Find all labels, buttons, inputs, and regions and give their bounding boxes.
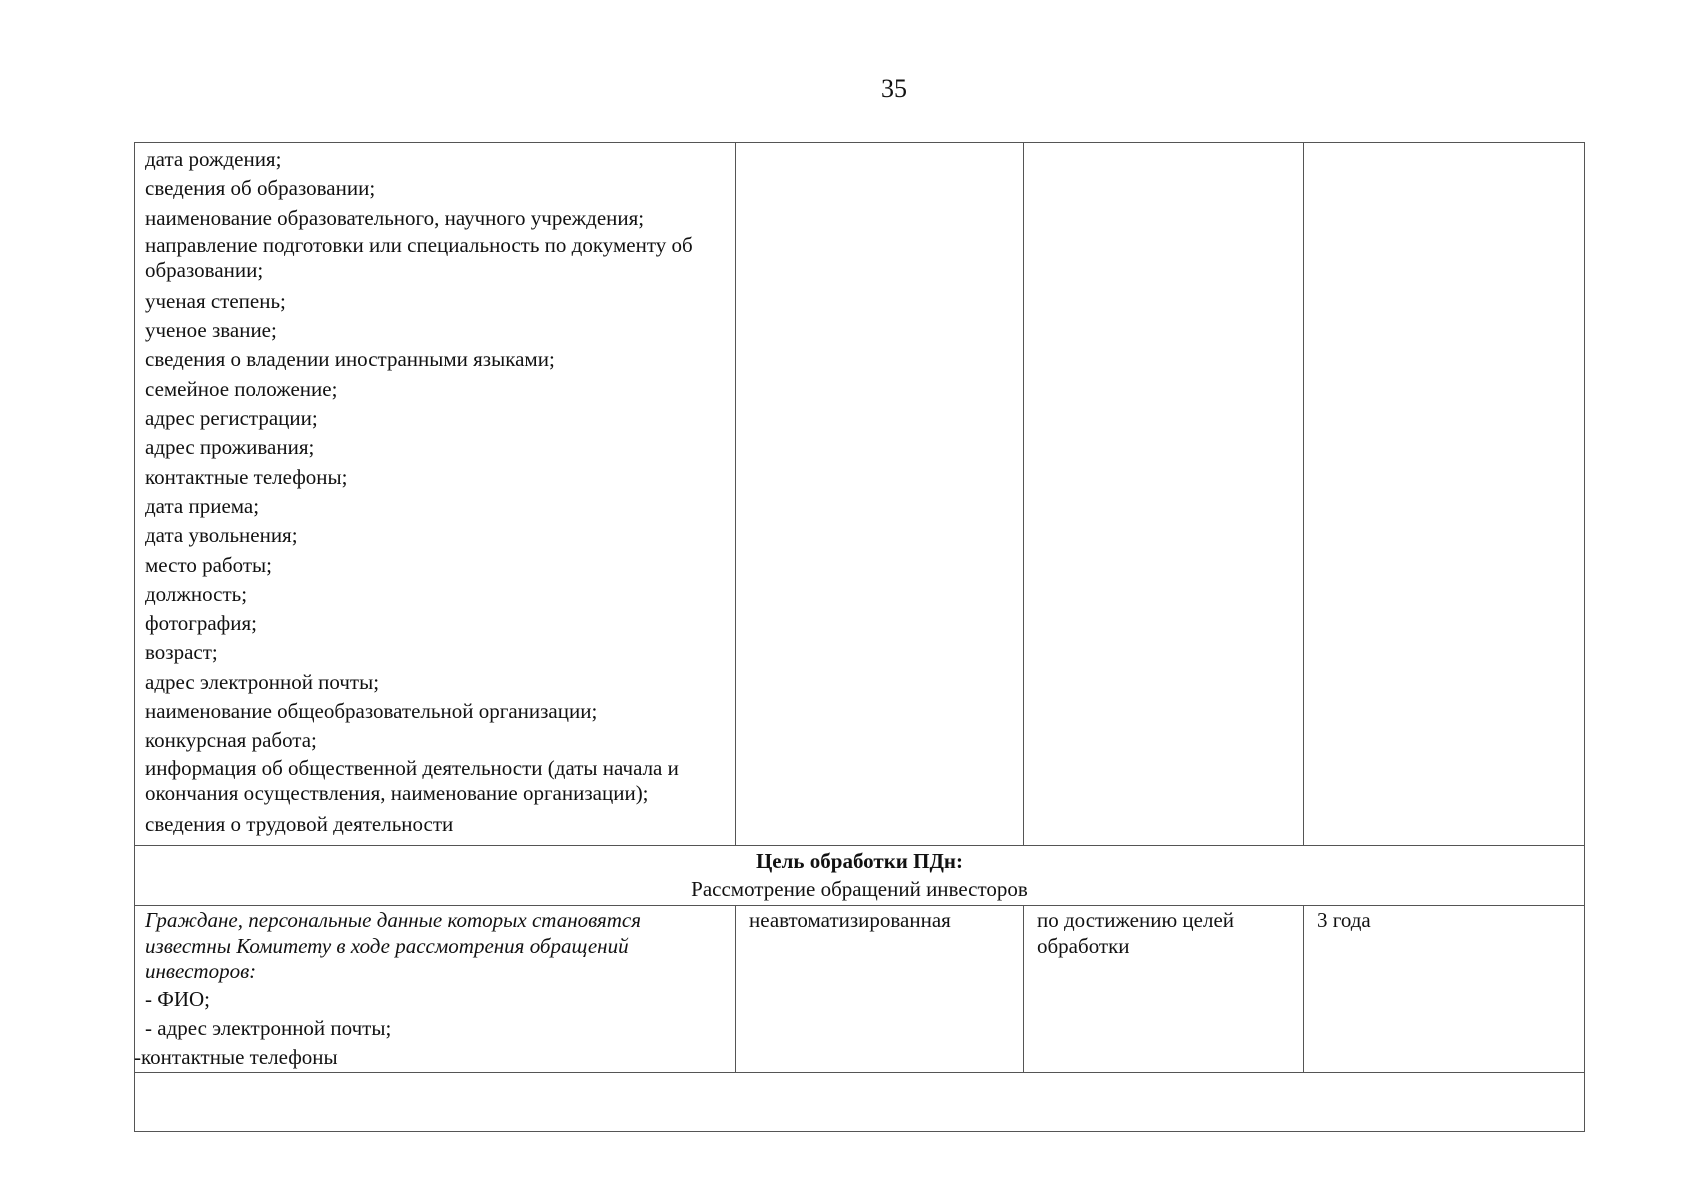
table-row bbox=[135, 143, 1585, 846]
list-item: дата увольнения; bbox=[145, 523, 298, 548]
list-item: контактные телефоны; bbox=[145, 464, 348, 489]
purpose-title: Цель обработки ПДн: bbox=[755, 849, 964, 873]
list-item: наименование общеобразовательной организации; bbox=[145, 699, 598, 724]
list-item: -контактные телефоны bbox=[134, 1044, 338, 1069]
list-item: наименование образовательного, научного учреждения; bbox=[145, 205, 645, 230]
list-item: должность; bbox=[145, 581, 248, 606]
purpose-row bbox=[135, 846, 1585, 906]
data-subjects-cell bbox=[135, 906, 736, 1073]
list-item: ученое звание; bbox=[145, 318, 277, 343]
list-item: сведения о трудовой деятельности bbox=[145, 811, 454, 836]
list-item: сведения об образовании; bbox=[145, 176, 376, 201]
list-item: конкурсная работа; bbox=[145, 728, 317, 753]
list-item: информация об общественной деятельности (даты начала и окончания осуществления, наименование организации); bbox=[145, 755, 679, 805]
empty-row bbox=[135, 1072, 1585, 1131]
list-item: место работы; bbox=[145, 552, 272, 577]
list-item: сведения о владении иностранными языками; bbox=[145, 347, 555, 372]
empty-cell bbox=[736, 143, 1024, 846]
personal-data-list-cell bbox=[135, 143, 736, 846]
list-item: ученая степень; bbox=[145, 288, 286, 313]
purpose-cell bbox=[135, 846, 1585, 906]
list-item: адрес регистрации; bbox=[145, 406, 318, 431]
retention-condition-cell: по достижению целей обработки bbox=[1024, 906, 1304, 1073]
list-item: возраст; bbox=[145, 640, 218, 665]
table-row bbox=[135, 906, 1585, 1073]
empty-cell bbox=[1024, 143, 1304, 846]
list-item: дата приема; bbox=[145, 493, 260, 518]
list-item: - ФИО; bbox=[145, 986, 210, 1011]
processing-method-cell: неавтоматизированная bbox=[736, 906, 1024, 1073]
empty-cell bbox=[135, 1072, 1585, 1131]
list-item: семейное положение; bbox=[145, 376, 338, 401]
list-item: - адрес электронной почты; bbox=[145, 1015, 392, 1040]
subjects-intro: Граждане, персональные данные которых становятся известны Комитету в ходе рассмотрения обращений инвесторов: bbox=[145, 908, 641, 983]
empty-cell bbox=[1304, 143, 1585, 846]
list-item: направление подготовки или специальность по документу об образовании; bbox=[145, 232, 693, 282]
list-item: адрес проживания; bbox=[145, 435, 315, 460]
page-number: 35 bbox=[881, 74, 907, 103]
list-item: адрес электронной почты; bbox=[145, 669, 380, 694]
list-item: фотография; bbox=[145, 611, 258, 636]
retention-period-cell: 3 года bbox=[1304, 906, 1585, 1073]
list-item: дата рождения; bbox=[145, 147, 282, 171]
purpose-text: Рассмотрение обращений инвесторов bbox=[691, 877, 1028, 901]
personal-data-table bbox=[134, 142, 1585, 1132]
